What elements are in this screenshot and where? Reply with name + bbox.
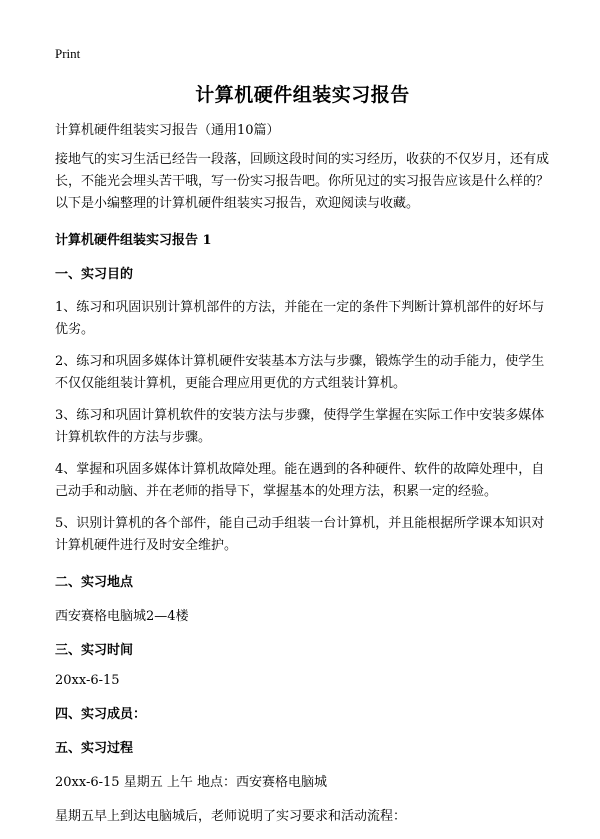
- process-line: 星期五早上到达电脑城后，老师说明了实习要求和活动流程：: [55, 809, 407, 824]
- intro-paragraph: 接地气的实习生活已经告一段落，回顾这段时间的实习经历，收获的不仅岁月，还有成长，不能光会埋头苦干哦，写一份实习报告吧。你所见过的实习报告应该是什么样的？以下是小编整理的计算机硬件组装实习报告，欢迎阅读与收藏。: [55, 152, 550, 211]
- section-heading-members: 四、实习成员：: [55, 707, 147, 722]
- page-title: 计算机硬件组装实习报告: [195, 84, 410, 106]
- purpose-item: 3、练习和巩固计算机软件的安装方法与步骤，使得学生掌握在实际工作中安装多媒体计算机软件的方法与步骤。: [55, 408, 545, 445]
- section-heading-location: 二、实习地点: [55, 575, 134, 590]
- section-heading-process: 五、实习过程: [55, 741, 134, 756]
- section-heading-purpose: 一、实习目的: [55, 267, 134, 282]
- process-line: 20xx-6-15 星期五 上午 地点：西安赛格电脑城: [55, 775, 327, 790]
- document-body: [55, 80, 550, 839]
- report-heading: 计算机硬件组装实习报告 1: [55, 233, 212, 248]
- section-heading-time: 三、实习时间: [55, 643, 134, 658]
- purpose-item: 1、练习和巩固识别计算机部件的方法，并能在一定的条件下判断计算机部件的好坏与优劣。: [55, 300, 545, 337]
- document-subtitle: 计算机硬件组装实习报告（通用10篇）: [55, 123, 280, 138]
- purpose-item: 5、识别计算机的各个部件，能自己动手组装一台计算机，并且能根据所学课本知识对计算机硬件进行及时安全维护。: [55, 516, 545, 553]
- purpose-item: 4、掌握和巩固多媒体计算机故障处理。能在遇到的各种硬件、软件的故障处理中，自己动手和动脑、并在老师的指导下，掌握基本的处理方法，积累一定的经验。: [55, 462, 545, 499]
- date-text: 20xx-6-15: [55, 673, 120, 688]
- location-text: 西安赛格电脑城2—4楼: [55, 609, 189, 624]
- purpose-item: 2、练习和巩固多媒体计算机硬件安装基本方法与步骤，锻炼学生的动手能力，使学生不仅仅能组装计算机，更能合理应用更优的方式组装计算机。: [55, 354, 545, 391]
- print-link[interactable]: Print: [55, 46, 81, 61]
